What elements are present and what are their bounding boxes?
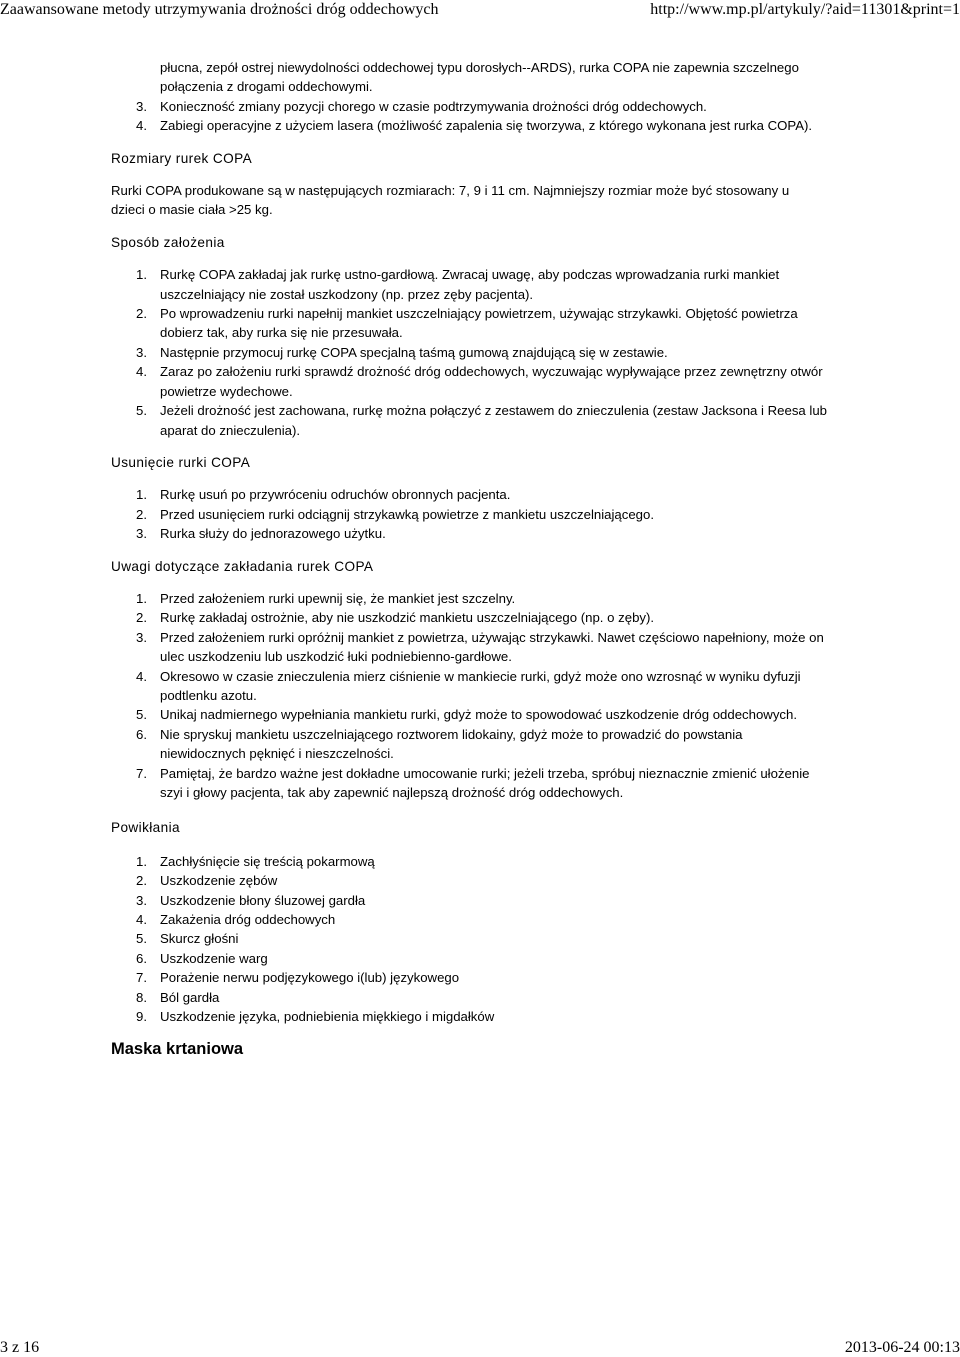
list-item-text: Rurka służy do jednorazowego użytku.: [160, 526, 386, 542]
list-item-text: ulec uszkodzeniu lub uszkodzić łuki podniebienno-gardłowe.: [160, 649, 512, 665]
list-item: [111, 667, 891, 706]
list-item-text: podtlenku azotu.: [160, 687, 257, 703]
section-heading-powiklania: Powikłania: [111, 820, 180, 836]
list-item-number: 7.: [136, 970, 147, 986]
list-item-text: Zaraz po założeniu rurki sprawdź drożność dróg oddechowych, wyczuwając wypływające przez zewnętrzny otwór: [160, 364, 823, 380]
page-number: 3 z 16: [0, 1339, 40, 1356]
section-heading-sposob: Sposób założenia: [111, 234, 225, 250]
list-item-number: 1.: [136, 267, 147, 283]
list-item-number: 6.: [136, 950, 147, 966]
document-url[interactable]: http://www.mp.pl/artykuly/?aid=11301&print=1: [650, 1, 960, 18]
text-line: dzieci o masie ciała >25 kg.: [111, 202, 273, 218]
list-item: [111, 524, 891, 543]
list-item-text: Okresowo w czasie znieczulenia mierz ciśnienie w mankiecie rurki, gdyż może ono wzrosnąć w wyniku dyfuzji: [160, 668, 801, 684]
list-item: [111, 265, 891, 304]
list-item: [111, 910, 891, 929]
list-item-text: powietrze wydechowe.: [160, 383, 293, 399]
list-item-text: szyi i głowy pacjenta, tak aby zapewnić najlepszą drożność dróg oddechowych.: [160, 785, 624, 800]
list-item: [111, 628, 891, 667]
list-item-number: 1.: [136, 487, 147, 503]
list-item: [111, 705, 891, 724]
list-item-number: 4.: [136, 912, 147, 928]
powiklania-list: [111, 852, 891, 1027]
list-item-number: 3.: [136, 344, 147, 360]
list-item-text: niewidocznych pęknięć i nieszczelności.: [160, 746, 394, 762]
list-item-text: Rurkę COPA zakładaj jak rurkę ustno-gardłową. Zwracaj uwagę, aby podczas wprowadzania rurki mankiet: [160, 267, 780, 283]
sposob-list: [111, 265, 891, 440]
list-item-number: 1.: [136, 853, 147, 869]
list-item-text: dobierz tak, aby rurka się nie przesuwała.: [160, 325, 403, 341]
list-item-text: Ból gardła: [160, 989, 220, 1005]
list-item-text: Następnie przymocuj rurkę COPA specjalną taśmą gumową znajdującą się w zestawie.: [160, 344, 668, 360]
list-item-number: 2.: [136, 610, 147, 626]
list-item-text: Rurkę usuń po przywróceniu odruchów obronnych pacjenta.: [160, 487, 511, 503]
list-item-text: Skurcz głośni: [160, 931, 239, 947]
section-heading-usuniecie: Usunięcie rurki COPA: [111, 454, 251, 470]
list-item-number: 7.: [136, 765, 147, 781]
list-item-text: Uszkodzenie zębów: [160, 873, 278, 889]
list-item-number: 2.: [136, 306, 147, 322]
list-item-number: 1.: [136, 590, 147, 606]
list-item-number: 3.: [136, 526, 147, 542]
list-item-text: Przed założeniem rurki opróżnij mankiet z powietrza, używając strzykawki. Nawet częściowo napełniony, może on: [160, 629, 824, 645]
uwagi-list: [111, 589, 891, 802]
list-item: [111, 988, 891, 1007]
list-item-number: 9.: [136, 1009, 147, 1025]
rozmiary-paragraph: [111, 181, 891, 220]
usuniecie-list: [111, 485, 891, 543]
list-item: [111, 97, 891, 116]
list-item-text: Porażenie nerwu podjęzykowego i(lub) językowego: [160, 970, 460, 986]
list-item-number: 8.: [136, 989, 147, 1005]
list-item-text: Przed usunięciem rurki odciągnij strzykawką powietrze z mankietu uszczelniającego.: [160, 506, 655, 522]
list-item-number: 6.: [136, 726, 147, 742]
list-item-number: 4.: [136, 668, 147, 684]
list-item-text: Uszkodzenie błony śluzowej gardła: [160, 892, 366, 908]
list-item-number: 2.: [136, 506, 147, 522]
list-item: [111, 343, 891, 362]
list-item: [111, 1007, 891, 1026]
list-item-text: Zabiegi operacyjne z użyciem lasera (możliwość zapalenia się tworzywa, z którego wykonana jest rurka COPA).: [160, 118, 813, 134]
list-item-text: Zachłyśnięcie się treścią pokarmową: [160, 853, 375, 869]
list-item-number: 3.: [136, 629, 147, 645]
list-item-text: Po wprowadzeniu rurki napełnij mankiet uszczelniający powietrzem, używając strzykawki. Objętość powietrza: [160, 306, 798, 322]
article-content: [111, 58, 891, 1060]
list-item: [111, 968, 891, 987]
list-item: [111, 505, 891, 524]
list-item: [111, 929, 891, 948]
list-item-number: 4.: [136, 364, 147, 380]
list-item: [111, 304, 891, 343]
list-item-number: 5.: [136, 707, 147, 723]
list-item: [111, 852, 891, 871]
list-item: [111, 589, 891, 608]
text-line: Rurki COPA produkowane są w następujących rozmiarach: 7, 9 i 11 cm. Najmniejszy rozmiar może być stosowany u: [111, 183, 790, 199]
section-heading-rozmiary: Rozmiary rurek COPA: [111, 150, 253, 166]
list-item: [111, 401, 891, 440]
list-item: [111, 116, 891, 135]
list-item: [111, 58, 891, 97]
list-item-text: Rurkę zakładaj ostrożnie, aby nie uszkodzić mankietu uszczelniającego (np. o zęby).: [160, 610, 655, 626]
list-item-number: 5.: [136, 403, 147, 419]
list-item: [111, 949, 891, 968]
list-item: [111, 871, 891, 890]
list-item-text: Przed założeniem rurki upewnij się, że mankiet jest szczelny.: [160, 590, 516, 606]
section-heading-uwagi: Uwagi dotyczące zakładania rurek COPA: [111, 558, 374, 574]
list-item-text: Unikaj nadmiernego wypełniania mankietu rurki, gdyż może to spowodować uszkodzenie dróg oddechowych.: [160, 707, 798, 723]
intro-list: [111, 58, 891, 136]
list-item: [111, 725, 891, 764]
list-item-number: 3.: [136, 98, 147, 114]
list-item-number: 4.: [136, 118, 147, 134]
list-item-number: 3.: [136, 892, 147, 908]
print-datetime: 2013-06-24 00:13: [844, 1339, 960, 1356]
list-item-number: 5.: [136, 931, 147, 947]
print-header: [0, 0, 960, 20]
list-item-text: Uszkodzenie warg: [160, 950, 268, 966]
list-item-text: Konieczność zmiany pozycji chorego w czasie podtrzymywania drożności dróg oddechowych.: [160, 98, 707, 114]
list-item-text: Pamiętaj, że bardzo ważne jest dokładne umocowanie rurki; jeżeli trzeba, spróbuj nieznacznie zmienić ułożenie: [160, 765, 810, 781]
list-item: [111, 485, 891, 504]
list-item-number: 2.: [136, 873, 147, 889]
list-item-text: Zakażenia dróg oddechowych: [160, 912, 336, 928]
list-item: [111, 608, 891, 627]
list-item-text: aparat do znieczulenia).: [160, 422, 301, 438]
list-item-text: uszczelniający nie został uszkodzony (np. przez zęby pacjenta).: [160, 286, 534, 302]
list-item-text: Nie spryskuj mankietu uszczelniającego roztworem lidokainy, gdyż może to prowadzić do powstania: [160, 726, 743, 742]
list-item-text: Uszkodzenie języka, podniebienia miękkiego i migdałków: [160, 1009, 495, 1025]
list-item-text: połączenia z drogami oddechowymi.: [160, 79, 373, 95]
list-item: [111, 362, 891, 401]
document-title: Zaawansowane metody utrzymywania drożności dróg oddechowych: [0, 1, 439, 18]
list-item: [111, 891, 891, 910]
section-heading-maska: Maska krtaniowa: [111, 1040, 244, 1059]
list-item-text: Jeżeli drożność jest zachowana, rurkę można połączyć z zestawem do znieczulenia (zestaw Jacksona i Reesa lub: [160, 403, 828, 419]
list-item-text: płucna, zepół ostrej niewydolności oddechowej typu dorosłych--ARDS), rurka COPA nie zapewnia szczelnego: [160, 60, 799, 75]
list-item: [111, 764, 891, 803]
print-footer: [0, 1339, 960, 1357]
